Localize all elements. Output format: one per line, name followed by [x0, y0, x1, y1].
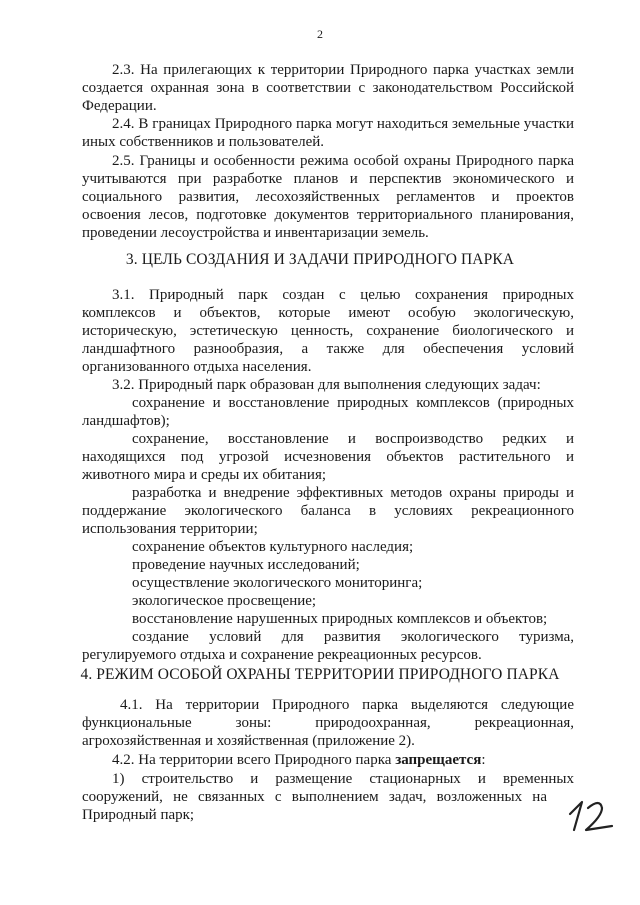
handwritten-page-mark	[560, 792, 620, 836]
task-line-7: поддержание экологического баланса в условиях рекреационного	[82, 503, 574, 519]
task-line-15: регулируемого отдыха и сохранение рекреационных ресурсов.	[82, 647, 482, 663]
para-3-1-line-3: историческую, эстетическую ценность, сохранение биологического и	[82, 323, 574, 339]
para-2-5-line-1: 2.5. Границы и особенности режима особой охраны Природного парка	[112, 153, 574, 169]
para-2-3-line-3: Федерации.	[82, 98, 157, 114]
task-line-9: сохранение объектов культурного наследия;	[132, 539, 414, 555]
para-3-2: 3.2. Природный парк образован для выполнения следующих задач:	[112, 377, 541, 393]
para-2-4-line-2: иных собственников и пользователей.	[82, 134, 325, 150]
task-line-8: использования территории;	[82, 521, 258, 537]
task-line-2: ландшафтов);	[82, 413, 170, 429]
task-line-10: проведение научных исследований;	[132, 557, 360, 573]
task-line-6: разработка и внедрение эффективных методов охраны природы и	[132, 485, 574, 501]
para-4-1-line-2: функциональные зоны: природоохранная, рекреационная,	[82, 715, 574, 731]
para-2-4-line-1: 2.4. В границах Природного парка могут находиться земельные участки	[112, 116, 574, 132]
section-3-heading: 3. ЦЕЛЬ СОЗДАНИЯ И ЗАДАЧИ ПРИРОДНОГО ПАРКА	[125, 251, 515, 268]
para-3-1-line-1: 3.1. Природный парк создан с целью сохранения природных	[112, 287, 574, 303]
para-2-3-line-1: 2.3. На прилегающих к территории Природного парка участках земли	[112, 62, 574, 78]
task-line-13: восстановление нарушенных природных комплексов и объектов;	[132, 611, 548, 627]
task-line-1: сохранение и восстановление природных комплексов (природных	[132, 395, 574, 411]
item-1-line-1: 1) строительство и размещение стационарных и временных	[112, 771, 574, 787]
para-2-5-line-3: социального развития, лесохозяйственных регламентов и проектов	[82, 189, 574, 205]
para-4-1-line-3: агрохозяйственная и хозяйственная (приложение 2).	[82, 733, 415, 749]
para-2-5-line-5: проведении лесоустройства и инвентаризации земель.	[82, 225, 429, 241]
item-1-line-3: Природный парк;	[82, 807, 195, 823]
para-3-1-line-2: комплексов и объектов, которые имеют особую экологическую,	[82, 305, 574, 321]
para-3-1-line-4: ландшафтного разнообразия, а также для обеспечения условий	[82, 341, 574, 357]
task-line-12: экологическое просвещение;	[132, 593, 317, 609]
para-4-2-bold: запрещается	[395, 752, 482, 768]
para-2-3-line-2: создается охранная зона в соответствии с законодательством Российской	[82, 80, 574, 96]
para-3-1-line-5: организованного отдыха населения.	[82, 359, 312, 375]
task-line-5: животного мира и среды их обитания;	[82, 467, 327, 483]
item-1-line-2: сооружений, не связанных с выполнением задач, возложенных на	[82, 789, 547, 805]
para-4-2	[112, 751, 485, 769]
page-number: 2	[317, 27, 323, 41]
task-line-4: находящихся под угрозой исчезновения объектов растительного и	[82, 449, 574, 465]
section-4-heading: 4. РЕЖИМ ОСОБОЙ ОХРАНЫ ТЕРРИТОРИИ ПРИРОДНОГО ПАРКА	[80, 666, 560, 683]
task-line-14: создание условий для развития экологического туризма,	[132, 629, 574, 645]
task-line-3: сохранение, восстановление и воспроизводство редких и	[132, 431, 574, 447]
para-4-2-colon: :	[481, 752, 486, 768]
para-2-5-line-2: учитываются при разработке планов и перспектив экономического и	[82, 171, 574, 187]
task-line-11: осуществление экологического мониторинга;	[132, 575, 423, 591]
para-4-1-line-1: 4.1. На территории Природного парка выделяются следующие	[120, 697, 574, 713]
para-4-2-text: 4.2. На территории всего Природного парка	[112, 752, 396, 768]
para-2-5-line-4: освоения лесов, подготовке документов территориального планирования,	[82, 207, 574, 223]
